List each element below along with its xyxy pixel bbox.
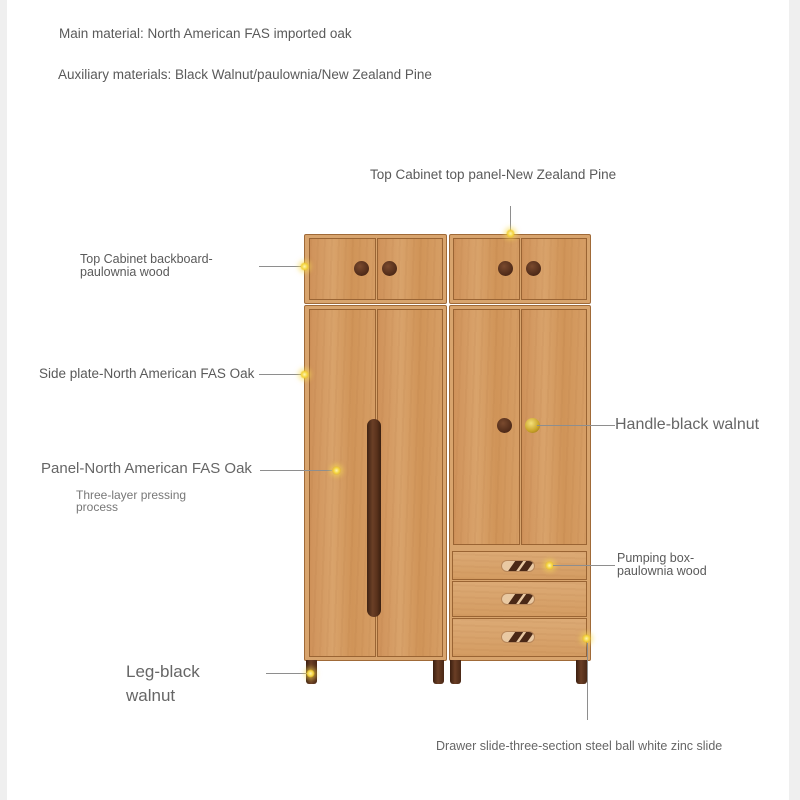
auxiliary-materials-text: Auxiliary materials: Black Walnut/paulownia/New Zealand Pine <box>58 67 432 82</box>
drawer-handle-icon <box>501 560 535 572</box>
knob-icon <box>526 261 541 276</box>
knob-icon <box>354 261 369 276</box>
knob-icon <box>497 418 512 433</box>
leader-line <box>537 425 615 426</box>
long-bar-handle-icon <box>367 419 381 617</box>
leader-line <box>259 374 301 375</box>
highlight-dot-icon <box>300 370 309 379</box>
highlight-dot-icon <box>332 466 341 475</box>
leader-line <box>553 565 615 566</box>
left-main-door-1 <box>309 309 376 657</box>
callout-leg-line1: Leg-black <box>126 662 200 681</box>
highlight-dot-icon <box>300 262 309 271</box>
leg-icon <box>450 660 461 684</box>
highlight-dot-icon <box>306 669 315 678</box>
drawer-handle-icon <box>501 593 535 605</box>
callout-pressing-line2: process <box>76 500 119 514</box>
callout-handle: Handle-black walnut <box>615 416 760 433</box>
callout-leg-line2: walnut <box>126 686 176 705</box>
highlight-dot-icon <box>582 634 591 643</box>
drawer-handle-icon <box>501 631 535 643</box>
leg-icon <box>433 660 444 684</box>
callout-drawer-slide: Drawer slide-three-section steel ball white zinc slide <box>436 739 723 753</box>
callout-top-panel: Top Cabinet top panel-New Zealand Pine <box>370 167 617 182</box>
callout-pressing-line1: Three-layer pressing <box>76 488 187 502</box>
left-main-door-2 <box>377 309 443 657</box>
leader-line <box>266 673 308 674</box>
callout-pumping-box-line1: Pumping box- <box>617 551 695 565</box>
leg-icon <box>576 660 587 684</box>
leader-line <box>259 266 301 267</box>
callout-side-plate: Side plate-North American FAS Oak <box>39 366 255 381</box>
callout-backboard-line1: Top Cabinet backboard- <box>80 252 213 266</box>
leader-line <box>587 643 588 720</box>
callout-panel: Panel-North American FAS Oak <box>41 460 252 477</box>
callout-pumping-box-line2: paulownia wood <box>617 564 707 578</box>
highlight-dot-icon <box>506 229 515 238</box>
knob-icon <box>382 261 397 276</box>
callout-backboard-line2: paulownia wood <box>80 265 170 279</box>
leader-line <box>260 470 332 471</box>
knob-icon <box>498 261 513 276</box>
main-material-text: Main material: North American FAS imported oak <box>59 26 352 41</box>
